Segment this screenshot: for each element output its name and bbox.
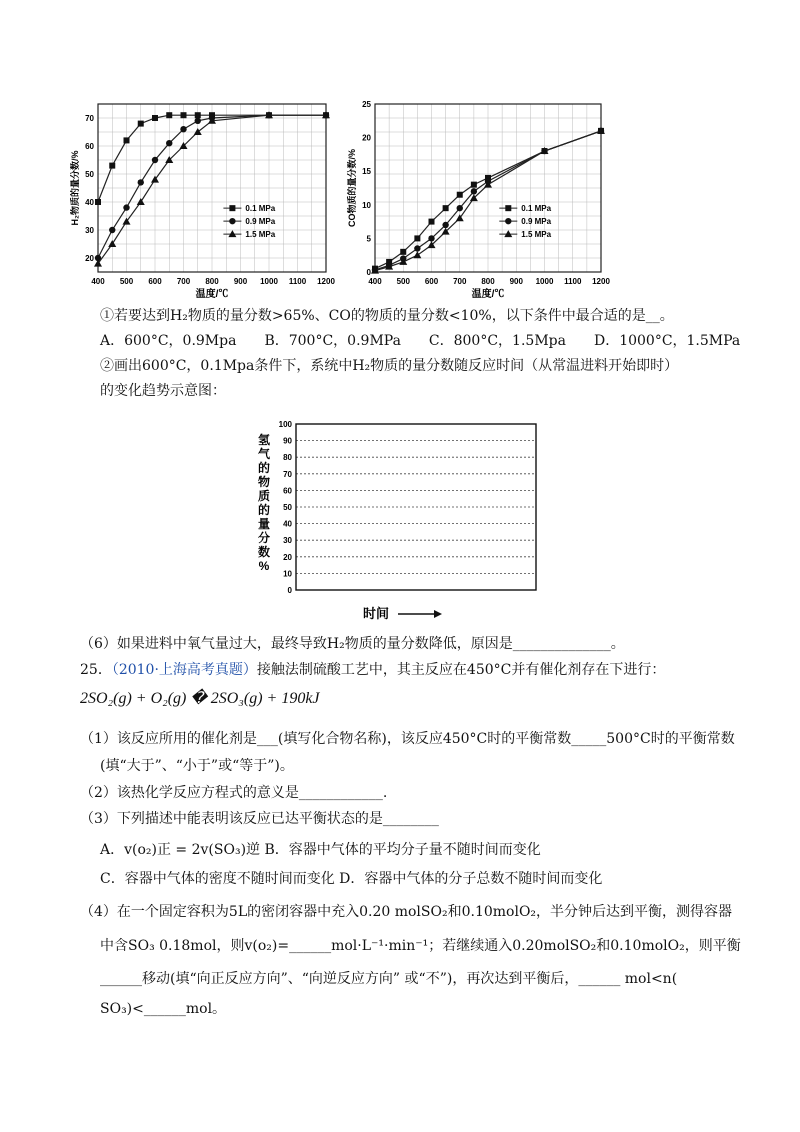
data-point — [414, 235, 420, 241]
x-tick-label: 600 — [424, 277, 439, 286]
y-tick-label: 10 — [362, 200, 371, 210]
x-axis-label: 时间 — [362, 606, 390, 621]
data-point — [109, 227, 115, 233]
data-point — [456, 214, 464, 221]
sub-question-3: （3）下列描述中能表明该反应已达平衡状态的是________ — [80, 811, 439, 827]
sub-question-1a: （1）该反应所用的催化剂是___(填写化合物名称)，该反应450°C时的平衡常数_____500°C时的平衡常数 — [80, 731, 735, 747]
reaction-equation: 2SO₂(g) + O₂(g) � 2SO₃(g) + 190kJ — [80, 690, 320, 707]
y-axis-label-char: 的 — [257, 461, 271, 475]
x-tick-label: 1000 — [535, 277, 554, 286]
y-axis-label-char: 分 — [257, 531, 271, 545]
y-tick-label: 0 — [366, 268, 371, 277]
sub-question-4c: ______移动(填“向正反应方向”、“向逆反应方向” 或“不”)，再次达到平衡后，______ mol<n( — [100, 971, 678, 987]
x-tick-label: 800 — [205, 277, 219, 286]
x-tick-label: 600 — [148, 277, 162, 286]
x-tick-label: 500 — [119, 277, 134, 286]
data-point — [138, 179, 144, 185]
x-tick-label: 1100 — [288, 277, 307, 286]
data-point — [109, 163, 115, 169]
legend-marker — [229, 218, 235, 224]
y-tick-label: 30 — [85, 226, 94, 235]
y-tick-label: 0 — [287, 586, 292, 595]
data-point — [195, 118, 201, 124]
y-tick-label: 15 — [362, 167, 371, 177]
h2-chart — [70, 96, 340, 298]
y-tick-label: 50 — [283, 503, 292, 512]
data-point — [471, 182, 477, 188]
data-point — [166, 140, 172, 146]
y-tick-label: 80 — [283, 453, 292, 463]
legend-label: 1.5 MPa — [521, 230, 552, 240]
y-tick-label: 20 — [85, 254, 94, 263]
x-tick-label: 400 — [368, 277, 382, 286]
data-point — [180, 126, 186, 132]
legend-label: 0.9 MPa — [245, 217, 276, 227]
data-point — [429, 219, 435, 225]
sub-question-4a: （4）在一个固定容积为5L的密闭容器中充入0.20 molSO₂和0.10molO₂，半分钟后达到平衡，测得容器 — [80, 904, 733, 920]
data-point — [195, 112, 201, 118]
problem-source-link[interactable]: （2010·上海高考真题） — [111, 662, 257, 678]
y-tick-label: 30 — [283, 536, 292, 546]
sub-question-3-option-ab: A．v(o₂)正 = 2v(SO₃)逆 B．容器中气体的平均分子量不随时间而变化 — [100, 842, 541, 858]
problem-25-header — [80, 660, 665, 680]
x-tick-label: 1000 — [260, 277, 278, 286]
y-axis-label-char: % — [258, 559, 270, 573]
x-axis-label: 温度/℃ — [471, 289, 505, 300]
y-tick-label: 20 — [362, 133, 371, 143]
y-axis-label-char: 氢 — [257, 433, 271, 447]
y-axis-label-char: 物 — [257, 475, 271, 489]
y-tick-label: 5 — [366, 234, 371, 244]
data-point — [457, 205, 463, 211]
data-point — [428, 235, 434, 241]
problem-number: 25． — [80, 662, 112, 678]
data-point — [181, 112, 187, 118]
data-point — [108, 240, 116, 247]
data-point — [414, 245, 420, 251]
data-point — [124, 137, 130, 143]
y-tick-label: 40 — [85, 198, 94, 207]
question-2-line2: 的变化趋势示意图： — [100, 383, 226, 399]
y-axis-label-char: 质 — [257, 489, 271, 503]
x-tick-label: 900 — [233, 277, 248, 286]
y-tick-label: 70 — [283, 469, 292, 479]
y-tick-label: 40 — [283, 519, 292, 529]
y-tick-label: 10 — [283, 569, 292, 579]
y-tick-label: 100 — [278, 420, 292, 429]
data-point — [152, 115, 158, 121]
x-tick-label: 400 — [91, 277, 105, 286]
x-tick-label: 800 — [481, 277, 495, 286]
y-tick-label: 25 — [362, 100, 371, 109]
data-point — [443, 205, 449, 211]
legend-marker — [505, 205, 511, 211]
legend-label: 0.1 MPa — [245, 204, 276, 214]
legend-label: 0.1 MPa — [521, 204, 552, 214]
y-tick-label: 60 — [85, 142, 94, 151]
x-tick-label: 1200 — [317, 277, 335, 286]
data-point — [400, 249, 406, 255]
data-point — [137, 198, 145, 205]
y-axis-label: CO物质的量分数/% — [347, 148, 357, 228]
data-point — [123, 204, 129, 210]
problem-intro: 接触法制硫酸工艺中，其主反应在450°C并有催化剂存在下进行： — [256, 662, 666, 678]
legend-marker — [505, 218, 511, 224]
sub-question-2: （2）该热化学反应方程式的意义是____________. — [80, 785, 388, 801]
question-2-line1: ②画出600°C，0.1Mpa条件下，系统中H₂物质的量分数随反应时间（从常温进料开始即时） — [100, 358, 679, 374]
x-axis-label: 温度/℃ — [195, 289, 229, 298]
y-tick-label: 50 — [85, 170, 94, 179]
x-tick-label: 1100 — [564, 277, 582, 286]
x-tick-label: 700 — [176, 277, 191, 286]
legend-label: 1.5 MPa — [245, 230, 276, 240]
question-1-prompt: ①若要达到H₂物质的量分数>65%、CO的物质的量分数<10%，以下条件中最合适的是__。 — [100, 308, 674, 324]
x-tick-label: 500 — [396, 277, 410, 286]
y-axis-label: H₂物质的量分数/% — [70, 150, 80, 226]
y-tick-label: 60 — [283, 486, 292, 496]
sketch-grid-chart — [240, 412, 560, 622]
data-point — [166, 112, 172, 118]
x-tick-label: 1200 — [592, 277, 610, 286]
y-axis-label-char: 的 — [257, 503, 271, 517]
question-6: （6）如果进料中氧气量过大，最终导致H₂物质的量分数降低，原因是______________。 — [80, 636, 625, 652]
y-tick-label: 70 — [85, 114, 94, 123]
y-tick-label: 90 — [283, 436, 292, 446]
data-point — [95, 199, 101, 205]
data-point — [442, 222, 448, 228]
data-point — [413, 251, 421, 258]
legend-label: 0.9 MPa — [521, 217, 552, 227]
x-tick-label: 700 — [453, 277, 467, 286]
sub-question-1b: (填“大于”、“小于”或“等于”)。 — [100, 758, 294, 774]
data-point — [471, 188, 477, 194]
data-point — [138, 121, 144, 127]
sub-question-4d: SO₃)<______mol。 — [100, 1001, 227, 1017]
sub-question-3-option-cd: C．容器中气体的密度不随时间而变化 D．容器中气体的分子总数不随时间而变化 — [100, 871, 603, 887]
question-1-options: A．600°C，0.9Mpa B．700°C，0.9MPa C．800°C，1.5Mpa D．1000°C，1.5MPa — [100, 333, 741, 349]
data-point — [457, 192, 463, 198]
y-axis-label-char: 量 — [257, 517, 271, 531]
y-axis-label-char: 气 — [257, 447, 271, 461]
sub-question-4b: 中含SO₃ 0.18mol，则v(o₂)=______mol·L⁻¹·min⁻¹；若继续通入0.20molSO₂和0.10molO₂，则平衡 — [100, 938, 741, 954]
y-axis-label-char: 数 — [257, 545, 271, 559]
data-point — [152, 157, 158, 163]
x-tick-label: 900 — [509, 277, 523, 286]
legend-marker — [229, 205, 235, 211]
co-chart — [345, 90, 615, 300]
y-tick-label: 20 — [283, 552, 292, 562]
